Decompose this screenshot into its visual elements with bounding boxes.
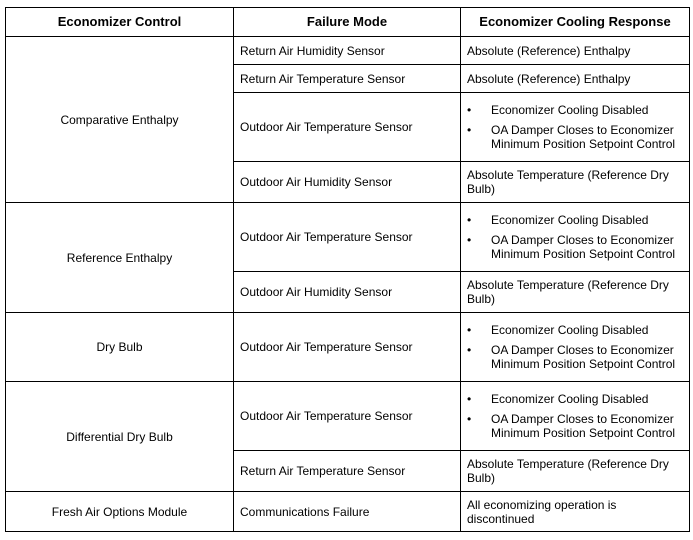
- response-bullet-list: [467, 323, 683, 371]
- response-bullet: • Economizer Cooling Disabled: [467, 323, 683, 337]
- failure-mode-cell: Outdoor Air Temperature Sensor: [234, 313, 461, 382]
- failure-mode-cell: Outdoor Air Temperature Sensor: [234, 93, 461, 162]
- failure-mode-cell: Return Air Temperature Sensor: [234, 65, 461, 93]
- control-differential-dry-bulb: Differential Dry Bulb: [6, 382, 234, 492]
- response-cell: [461, 313, 690, 382]
- response-bullet-list: [467, 103, 683, 151]
- header-failure-mode: Failure Mode: [234, 8, 461, 37]
- economizer-failure-table: [5, 7, 690, 532]
- response-cell: [461, 203, 690, 272]
- response-bullet: • OA Damper Closes to Economizer Minimum Position Setpoint Control: [467, 123, 683, 151]
- response-cell: Absolute Temperature (Reference Dry Bulb): [461, 162, 690, 203]
- response-bullet: • OA Damper Closes to Economizer Minimum Position Setpoint Control: [467, 412, 683, 440]
- failure-mode-cell: Outdoor Air Humidity Sensor: [234, 162, 461, 203]
- response-bullet-list: [467, 392, 683, 440]
- failure-mode-cell: Outdoor Air Temperature Sensor: [234, 203, 461, 272]
- response-cell: [461, 93, 690, 162]
- control-fresh-air-options-module: Fresh Air Options Module: [6, 492, 234, 532]
- failure-mode-cell: Communications Failure: [234, 492, 461, 532]
- response-bullet: • Economizer Cooling Disabled: [467, 392, 683, 406]
- failure-mode-cell: Outdoor Air Humidity Sensor: [234, 272, 461, 313]
- response-bullet: • OA Damper Closes to Economizer Minimum Position Setpoint Control: [467, 233, 683, 261]
- response-cell: Absolute (Reference) Enthalpy: [461, 65, 690, 93]
- response-cell: All economizing operation is discontinued: [461, 492, 690, 532]
- header-economizer-control: Economizer Control: [6, 8, 234, 37]
- failure-mode-cell: Outdoor Air Temperature Sensor: [234, 382, 461, 451]
- header-row: [6, 8, 690, 37]
- table-row: [6, 203, 690, 272]
- response-cell: Absolute (Reference) Enthalpy: [461, 37, 690, 65]
- control-reference-enthalpy: Reference Enthalpy: [6, 203, 234, 313]
- header-cooling-response: Economizer Cooling Response: [461, 8, 690, 37]
- response-cell: Absolute Temperature (Reference Dry Bulb): [461, 272, 690, 313]
- response-bullet-list: [467, 213, 683, 261]
- response-bullet: • OA Damper Closes to Economizer Minimum Position Setpoint Control: [467, 343, 683, 371]
- control-comparative-enthalpy: Comparative Enthalpy: [6, 37, 234, 203]
- table-row: [6, 313, 690, 382]
- response-bullet: • Economizer Cooling Disabled: [467, 103, 683, 117]
- table-row: [6, 492, 690, 532]
- response-cell: [461, 382, 690, 451]
- failure-mode-cell: Return Air Humidity Sensor: [234, 37, 461, 65]
- response-bullet: • Economizer Cooling Disabled: [467, 213, 683, 227]
- failure-mode-cell: Return Air Temperature Sensor: [234, 451, 461, 492]
- control-dry-bulb: Dry Bulb: [6, 313, 234, 382]
- response-cell: Absolute Temperature (Reference Dry Bulb): [461, 451, 690, 492]
- table-row: [6, 382, 690, 451]
- table-row: [6, 37, 690, 65]
